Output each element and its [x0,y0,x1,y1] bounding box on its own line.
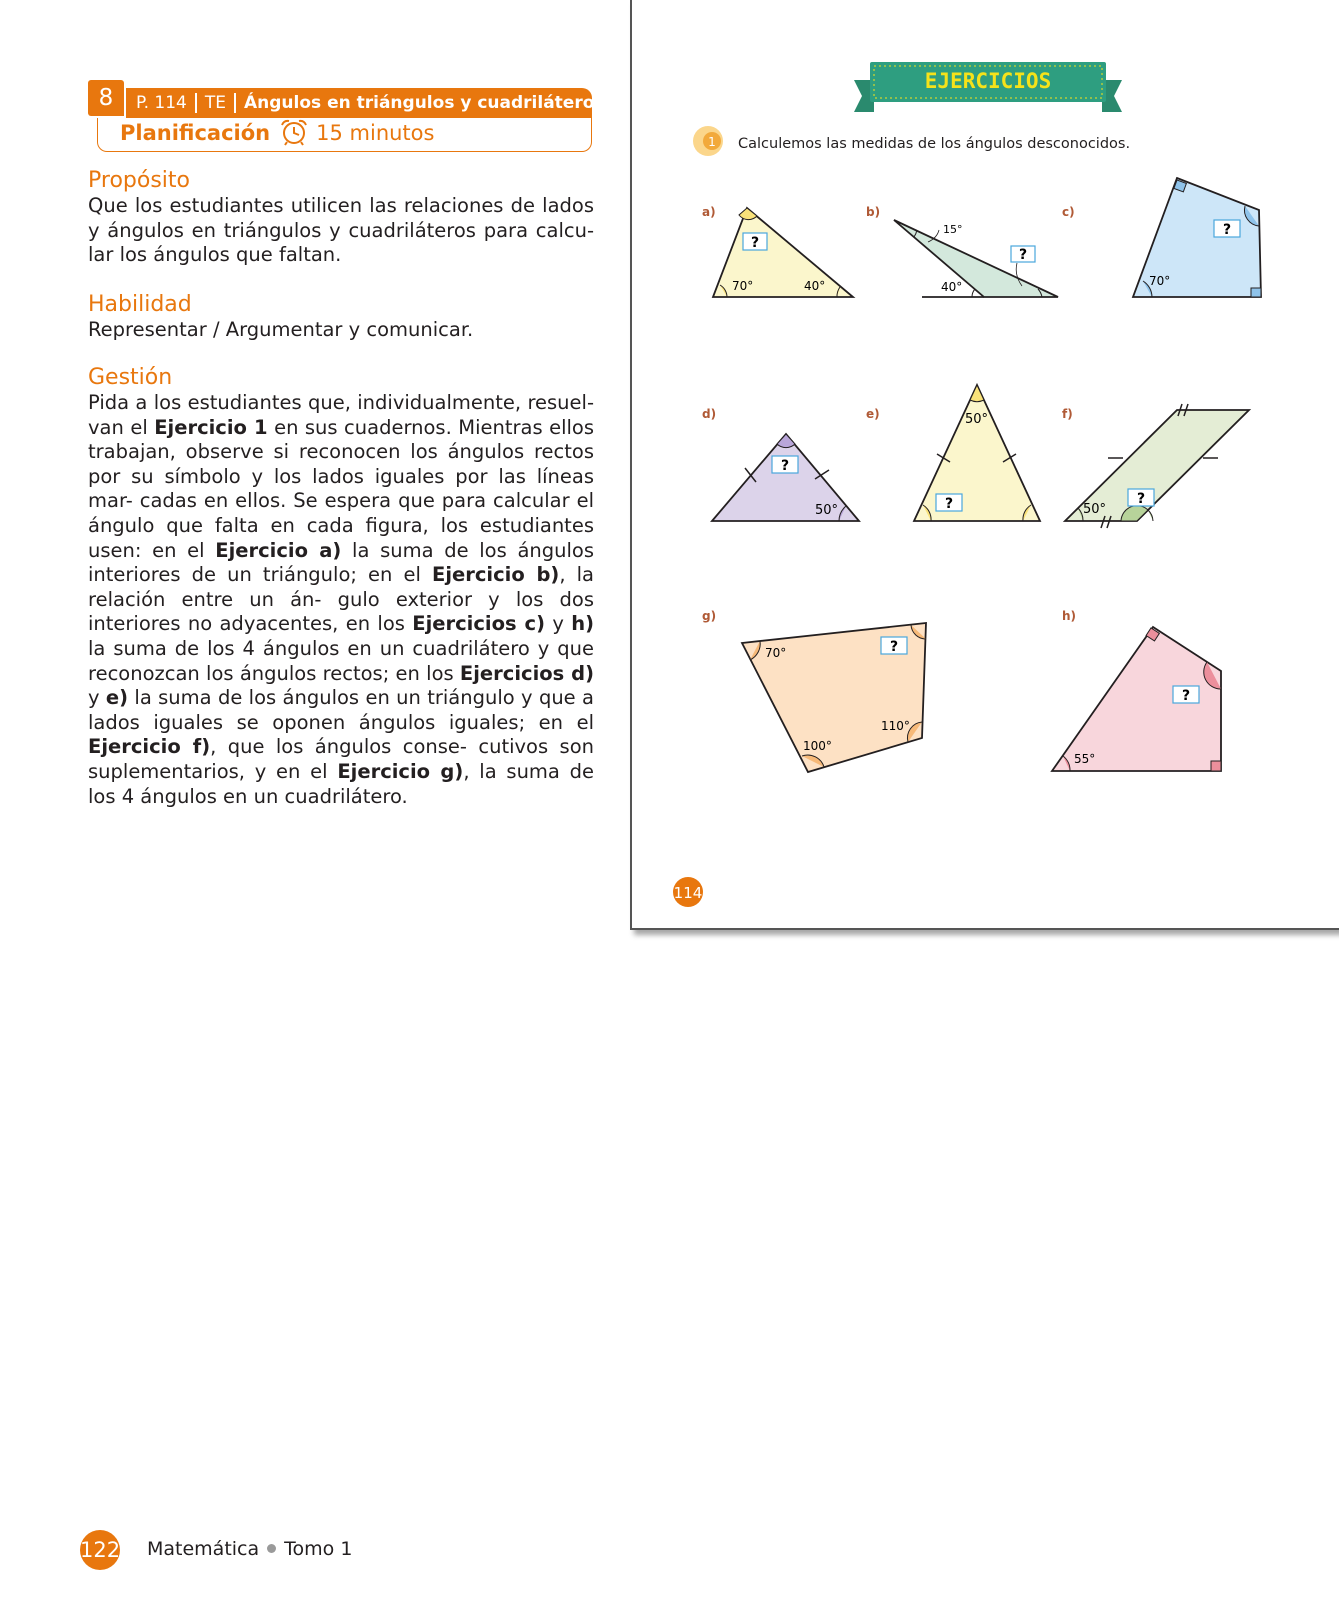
figure-label-c: c) [1062,205,1075,219]
angle-g-1: 70° [765,646,787,660]
figure-label-b: b) [866,205,881,219]
figure-f-parallelogram [1065,404,1249,528]
unknown-h: ? [1181,688,1191,704]
te-label: TE [204,93,226,113]
unknown-f: ? [1136,491,1146,507]
angle-a-2: 40° [804,279,826,293]
footer-subject: Matemática [147,1538,260,1560]
figure-label-h: h) [1062,609,1077,623]
figure-h-quadrilateral [1052,627,1221,771]
figure-a-triangle [713,208,853,297]
planning-label: Planificación [120,121,271,145]
book-page-number: 114 [673,884,703,902]
planning-row [97,118,592,152]
angle-g-3: 100° [803,739,832,753]
management-text: Pida a los estudiantes que, individualmente, resuel- van el Ejercicio 1 en sus cuadernos. Mientras ellos trabajan, observe si reconocen los ángulos rectos por su símbolo y los lados iguales por las líneas mar- cadas en ellos. Se espera que para calcular el ángulo que falta en cada figura, los estudiantes usen: en el Ejercicio a) la suma de los ángulos interiores de un triángulo; en el Ejercicio b), la relación entre un án- gulo exterior y los dos interiores no adyacentes, en los Ejercicios c) y h) la suma de los 4 ángulos en un cuadrilátero y que reconozcan los ángulos rectos; en los Ejercicios d) y e) la suma de los ángulos en un triángulo y que a lados iguales se oponen ángulos iguales; en el Ejercicio f), que los ángulos conse- cutivos son suplementarios, y en el Ejercicio g), la suma de los 4 ángulos en un cuadrilátero. [88,391,595,808]
figure-label-f: f) [1062,407,1073,421]
figure-d-triangle [712,434,859,521]
management-section [88,365,594,809]
skill-heading: Habilidad [88,292,192,317]
footer-page-number: 122 [80,1530,120,1570]
angle-h-1: 55° [1074,752,1096,766]
lesson-title: Ángulos en triángulos y cuadriláteros [244,93,605,113]
exercise-instruction: Calculemos las medidas de los ángulos desconocidos. [738,136,1131,152]
skill-section [88,292,594,343]
unknown-a: ? [750,235,760,251]
unknown-g: ? [889,639,899,655]
figure-c-quadrilateral [1133,178,1261,297]
page-reference: P. 114 [136,93,187,113]
angle-g-2: 110° [881,719,910,733]
angle-f-1: 50° [1083,502,1107,517]
footer-volume: Tomo 1 [284,1538,353,1560]
unknown-b: ? [1018,247,1028,263]
figure-b-triangle [894,220,1058,297]
unknown-c: ? [1222,222,1232,238]
figure-e-triangle [914,385,1040,521]
angle-b-2: 40° [941,280,963,294]
angle-b-1: 15° [943,223,963,236]
angle-c-1: 70° [1149,274,1171,288]
student-book-page [630,0,1339,930]
purpose-text: Que los estudiantes utilicen las relaciones de lados y ángulos en triángulos y cuadriláteros para calcu- lar los ángulos que faltan. [88,194,594,267]
angle-e-1: 50° [965,412,989,427]
banner-text: EJERCICIOS [924,69,1052,93]
figure-label-e: e) [866,407,880,421]
clock-icon [278,118,310,146]
management-heading: Gestión [88,365,173,390]
figure-label-d: d) [702,407,717,421]
purpose-heading: Propósito [88,168,190,193]
angle-d-1: 50° [815,503,839,518]
lesson-title-bar [126,88,605,118]
figure-label-a: a) [702,205,716,219]
exercise-number: 1 [708,135,716,149]
figure-g-quadrilateral [742,623,926,772]
figure-label-g: g) [702,609,717,623]
book-page-figures [632,0,1339,928]
footer-text [147,1538,352,1560]
unknown-d: ? [780,458,790,474]
skill-text: Representar / Argumentar y comunicar. [88,318,474,341]
lesson-number: 8 [88,80,124,116]
unknown-e: ? [944,496,954,512]
angle-a-1: 70° [732,279,754,293]
bullet-icon [267,1544,276,1553]
exercises-banner [854,62,1122,112]
planning-duration: 15 minutos [316,121,435,145]
purpose-section [88,168,594,268]
